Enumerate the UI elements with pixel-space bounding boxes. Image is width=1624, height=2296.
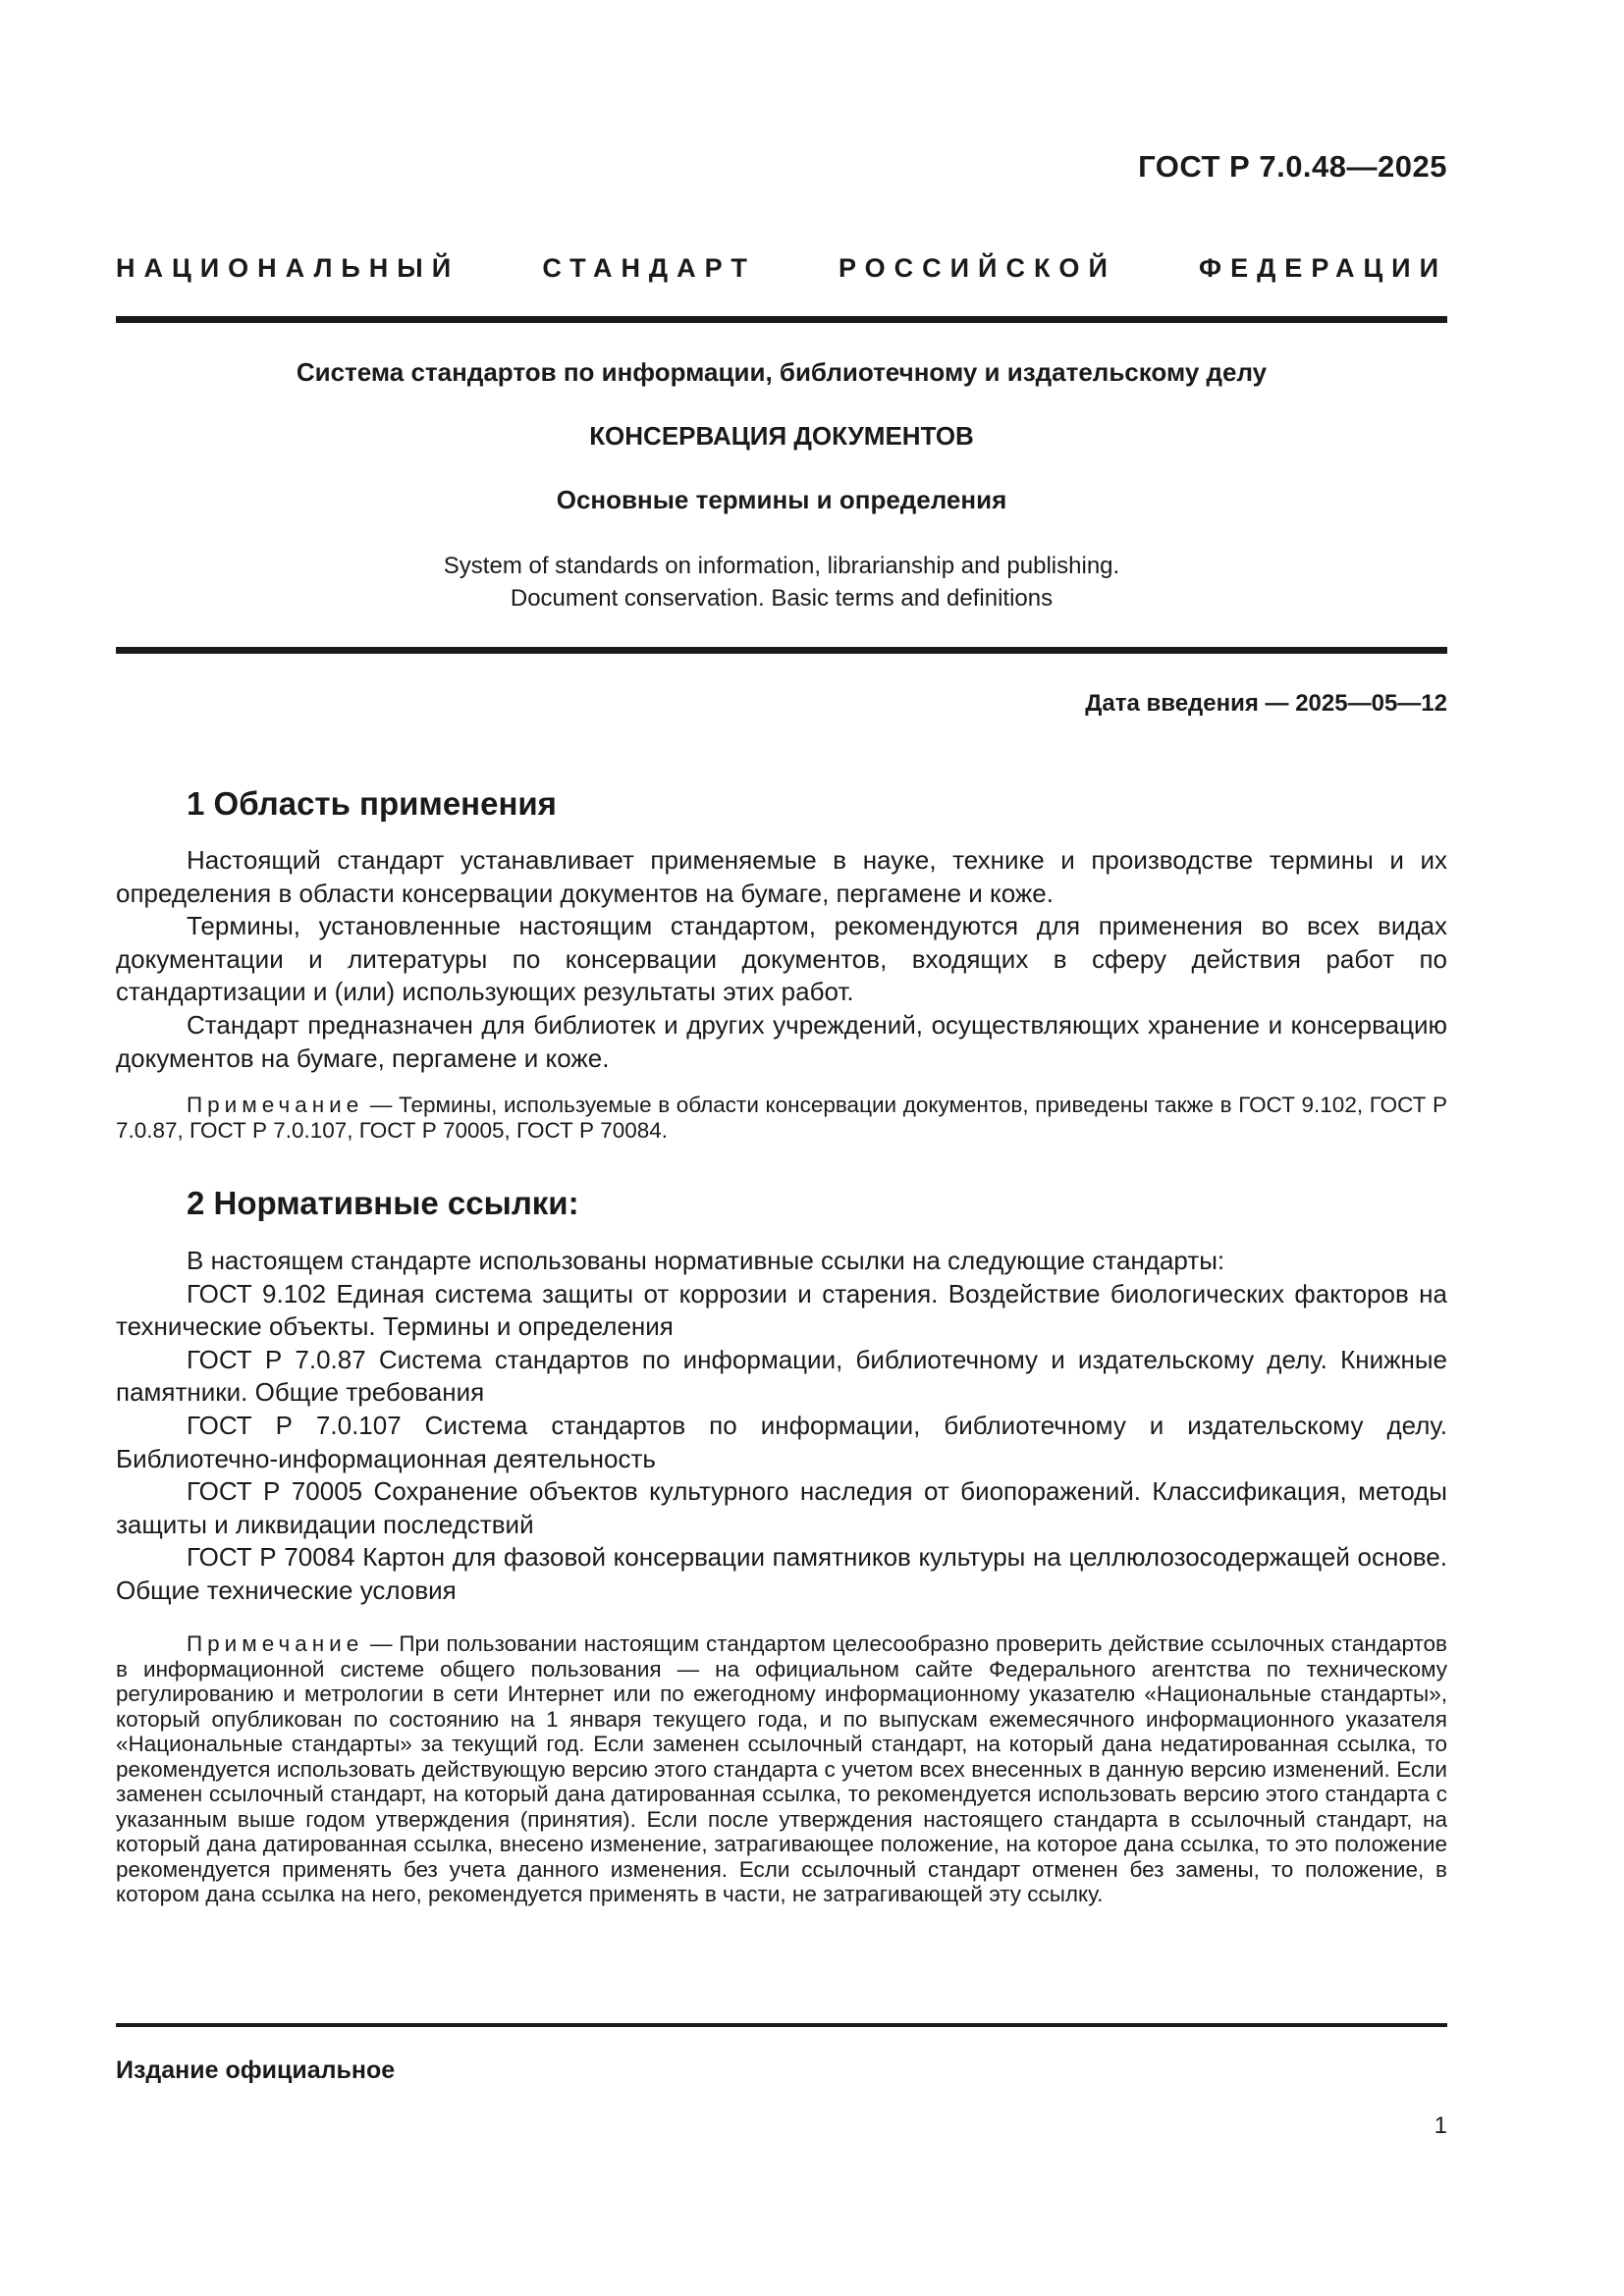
reference-item: ГОСТ Р 7.0.87 Система стандартов по информации, библиотечному и издательскому делу. Книжные памятники. Общие требования bbox=[116, 1344, 1447, 1408]
series-title: Система стандартов по информации, библиотечному и издательскому делу bbox=[296, 357, 1268, 387]
paragraph: Стандарт предназначен для библиотек и других учреждений, осуществляющих хранение и консервацию документов на бумаге, пергамене и коже. bbox=[116, 1009, 1447, 1073]
note-paragraph bbox=[116, 1093, 1447, 1143]
subtitle: Основные термины и определения bbox=[556, 485, 1007, 514]
section-heading-normative-references: 2 Нормативные ссылки: bbox=[187, 1185, 579, 1221]
reference-item: ГОСТ Р 7.0.107 Система стандартов по информации, библиотечному и издательскому делу. Библиотечно-информационная деятельность bbox=[116, 1410, 1447, 1473]
page-number: 1 bbox=[1434, 2112, 1447, 2139]
national-standard-banner: НАЦИОНАЛЬНЫЙ СТАНДАРТ РОССИЙСКОЙ ФЕДЕРАЦИИ bbox=[116, 253, 1447, 283]
reference-item: ГОСТ Р 70084 Картон для фазовой консервации памятников культуры на целлюлозосодержащей основе. Общие технические условия bbox=[116, 1542, 1447, 1605]
official-edition-label: Издание официальное bbox=[116, 2056, 396, 2084]
note-label: Примечание bbox=[187, 1093, 364, 1117]
english-title-line: Document conservation. Basic terms and definitions bbox=[510, 585, 1054, 612]
reference-item: ГОСТ 9.102 Единая система защиты от коррозии и старения. Воздействие биологических факторов на технические объекты. Термины и определения bbox=[116, 1278, 1447, 1342]
section-heading-scope: 1 Область применения bbox=[187, 785, 557, 822]
scope-note bbox=[116, 1093, 1447, 1143]
main-title: КОНСЕРВАЦИЯ ДОКУМЕНТОВ bbox=[589, 421, 974, 451]
references-note bbox=[116, 1631, 1447, 1907]
english-title bbox=[116, 550, 1447, 614]
footer-rule bbox=[116, 2023, 1447, 2027]
note-text: — При пользовании настоящим стандартом целесообразно проверить действие ссылочных стандартов в информационной системе общего пользования — на официальном сайте Федерального агентства по техническому регулированию и метрологии в сети Интернет или по ежегодному информационному указателю «Национальные стандарты», который опубликован по состоянию на 1 января текущего года, и по выпускам ежемесячного информационного указателя «Национальные стандарты» за текущий год. Если заменен ссылочный стандарт, на который дана недатированная ссылка, то рекомендуется использовать действующую версию этого стандарта с учетом всех внесенных в данную версию изменений. Если заменен ссылочный стандарт, на который дана датированная ссылка, то рекомендуется использовать версию этого стандарта с указанным выше годом утверждения (принятия). Если после утверждения настоящего стандарта в ссылочный стандарт, на который дана датированная ссылка, внесено изменение, затрагивающее положение, на которое дана ссылка, то это положение рекомендуется применять без учета данного изменения. Если ссылочный стандарт отменен без замены, то положение, в котором дана ссылка на него, рекомендуется применять в части, не затрагивающей эту ссылку. bbox=[116, 1631, 1447, 1906]
english-title-line: System of standards on information, librarianship and publishing. bbox=[443, 553, 1120, 579]
document-number: ГОСТ Р 7.0.48—2025 bbox=[1138, 149, 1447, 184]
paragraph: В настоящем стандарте использованы нормативные ссылки на следующие стандарты: bbox=[187, 1246, 1225, 1275]
note-paragraph bbox=[116, 1631, 1447, 1907]
introduction-date: Дата введения — 2025—05—12 bbox=[1085, 690, 1447, 717]
note-label: Примечание bbox=[187, 1631, 364, 1656]
reference-item: ГОСТ Р 70005 Сохранение объектов культурного наследия от биопоражений. Классификация, методы защиты и ликвидации последствий bbox=[116, 1476, 1447, 1539]
scope-body bbox=[116, 844, 1447, 1075]
paragraph: Термины, установленные настоящим стандартом, рекомендуются для применения во всех видах документации и литературы по консервации документов, входящих в сферу действия работ по стандартизации и (или) использующих результаты этих работ. bbox=[116, 911, 1447, 1007]
top-rule bbox=[116, 316, 1447, 323]
title-rule bbox=[116, 647, 1447, 654]
paragraph: Настоящий стандарт устанавливает применяемые в науке, технике и производстве термины и их определения в области консервации документов на бумаге, пергамене и коже. bbox=[116, 845, 1447, 908]
note-text: — Термины, используемые в области консервации документов, приведены также в ГОСТ 9.102, ГОСТ Р 7.0.87, ГОСТ Р 7.0.107, ГОСТ Р 70005, ГОСТ Р 70084. bbox=[116, 1093, 1447, 1143]
references-body bbox=[116, 1245, 1447, 1608]
